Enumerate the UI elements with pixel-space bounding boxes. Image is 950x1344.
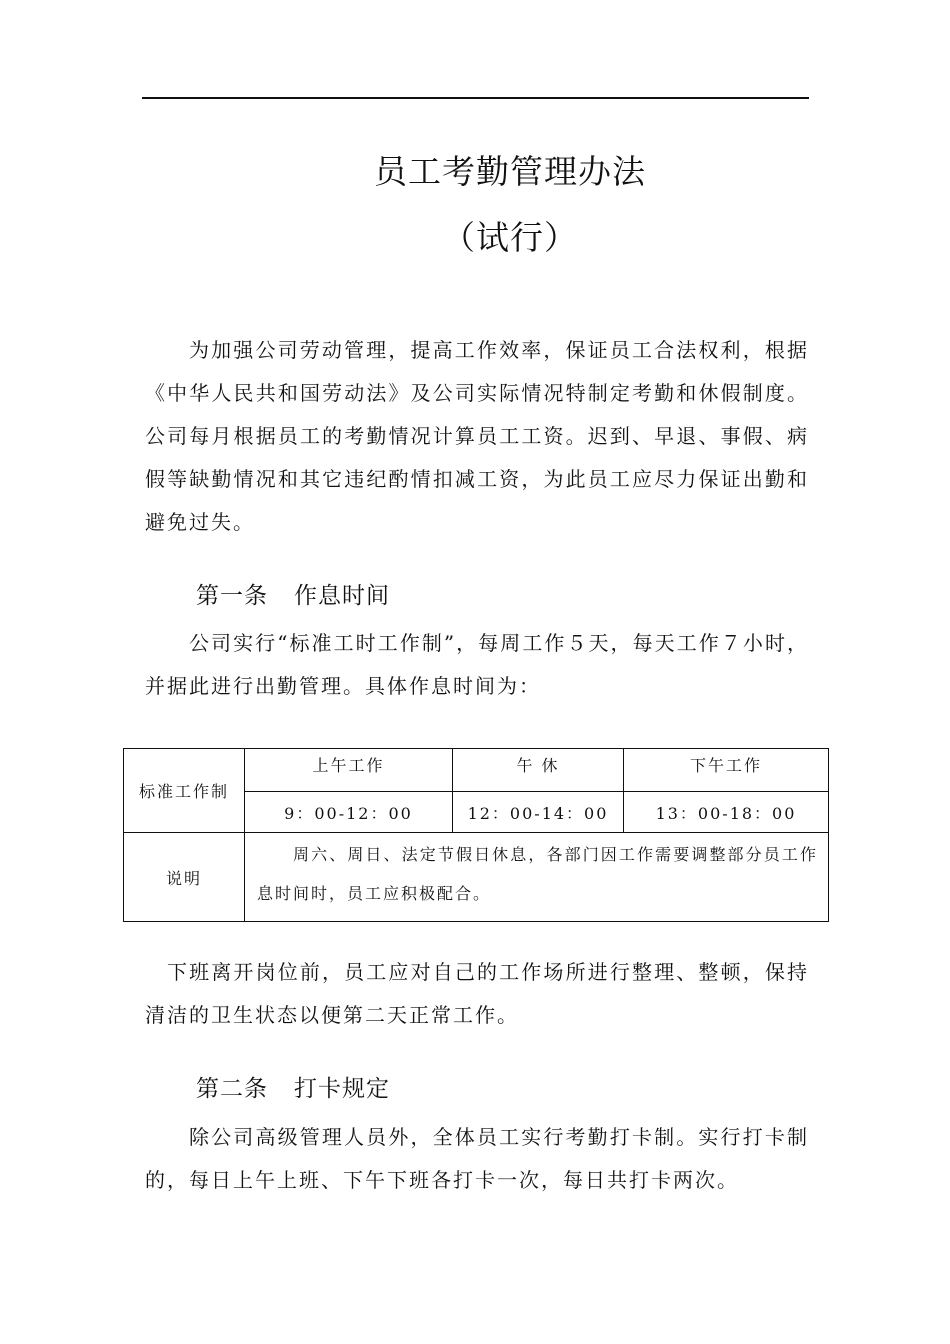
schedule-time-lunch: 12：00-14：00 <box>453 792 624 833</box>
schedule-time-morning: 9：00-12：00 <box>245 792 453 833</box>
document-subtitle: （试行） <box>442 218 578 257</box>
intro-paragraph: 为加强公司劳动管理，提高工作效率，保证员工合法权利，根据《中华人民共和国劳动法》及公司实际情况特制定考勤和休假制度。公司每月根据员工的考勤情况计算员工工资。迟到、早退、事假、病假等缺勤情况和其它违纪酌情扣减工资，为此员工应尽力保证出勤和避免过失。 <box>145 338 809 534</box>
schedule-header-morning: 上午工作 <box>245 749 453 792</box>
schedule-note-text: 周六、周日、法定节假日休息，各部门因工作需要调整部分员工作息时间时，员工应积极配合。 <box>245 833 829 922</box>
header-rule <box>142 97 809 99</box>
article-2-number: 第二条 <box>196 1076 268 1102</box>
schedule-table <box>123 748 829 922</box>
article-2-title: 打卡规定 <box>294 1076 390 1102</box>
after-table-paragraph: 下班离开岗位前，员工应对自己的工作场所进行整理、整顿，保持清洁的卫生状态以便第二天正常工作。 <box>145 960 809 1027</box>
schedule-note-label: 说明 <box>124 833 245 922</box>
document-title: 员工考勤管理办法 <box>374 152 646 191</box>
article-1-heading <box>196 577 390 610</box>
article-1-body: 公司实行“标准工时工作制”，每周工作５天，每天工作７小时，并据此进行出勤管理。具体作息时间为： <box>145 631 809 698</box>
schedule-time-afternoon: 13：00-18：00 <box>624 792 829 833</box>
schedule-header-lunch: 午 休 <box>453 749 624 792</box>
article-1-number: 第一条 <box>196 583 268 609</box>
article-1-title: 作息时间 <box>294 583 390 609</box>
article-2-heading <box>196 1070 390 1103</box>
article-2-body: 除公司高级管理人员外，全体员工实行考勤打卡制。实行打卡制的，每日上午上班、下午下班各打卡一次，每日共打卡两次。 <box>145 1125 809 1192</box>
schedule-header-afternoon: 下午工作 <box>624 749 829 792</box>
schedule-row-label: 标准工作制 <box>124 749 245 833</box>
